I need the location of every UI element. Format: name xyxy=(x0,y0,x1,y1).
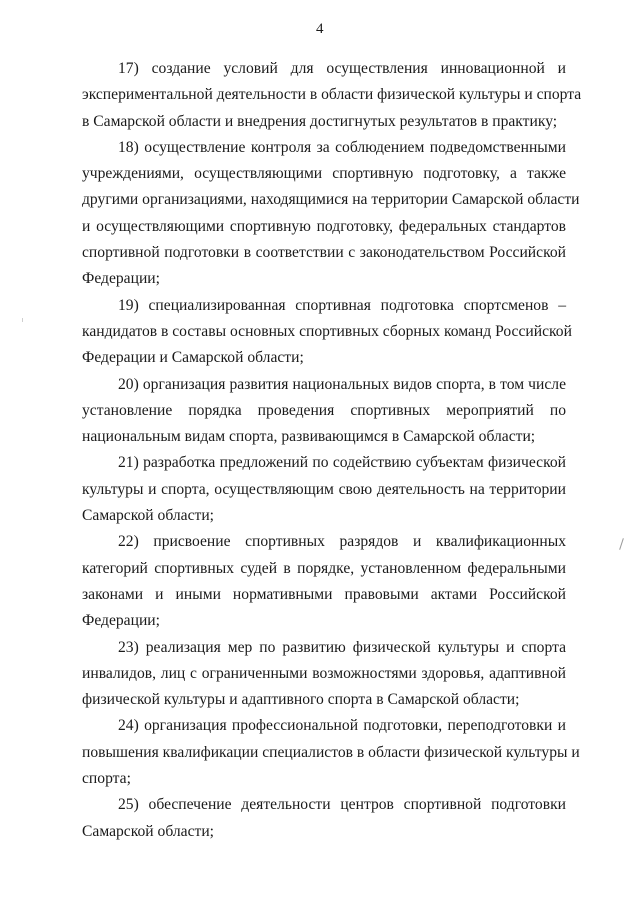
text-line: 19) специализированная спортивная подготовка спортсменов – xyxy=(118,296,566,314)
text-line: повышения квалификации специалистов в области физической культуры и xyxy=(82,743,580,761)
text-line: национальным видам спорта, развивающимся в Самарской области; xyxy=(82,428,536,446)
text-line: спортивной подготовки в соответствии с законодательством Российской xyxy=(82,244,566,262)
text-line: другими организациями, находящимися на территории Самарской области xyxy=(82,191,580,209)
text-line: 17) создание условий для осуществления инновационной и xyxy=(118,60,566,77)
list-item-19 xyxy=(82,293,572,372)
text-line: Федерации; xyxy=(82,270,160,288)
text-line: физической культуры и адаптивного спорта в Самарской области; xyxy=(82,691,520,709)
list-item-22 xyxy=(82,529,566,634)
text-line: спорта; xyxy=(82,770,131,788)
text-line: 24) организация профессиональной подготовки, переподготовки и xyxy=(118,717,566,735)
page-number: 4 xyxy=(316,21,324,37)
text-line: Федерации; xyxy=(82,612,160,630)
text-line: 18) осуществление контроля за соблюдением подведомственными xyxy=(118,138,566,156)
list-item-21 xyxy=(82,450,566,529)
text-line: 23) реализация мер по развитию физической культуры и спорта xyxy=(118,638,566,656)
text-line: 22) присвоение спортивных разрядов и квалификационных xyxy=(118,533,566,551)
text-line: Федерации и Самарской области; xyxy=(82,349,304,367)
list-item-25 xyxy=(82,792,566,845)
text-line: экспериментальной деятельности в области физической культуры и спорта xyxy=(82,86,582,104)
text-line: категорий спортивных судей в порядке, установленном федеральными xyxy=(82,559,566,577)
list-item-24 xyxy=(82,713,580,792)
list-item-18 xyxy=(82,135,580,293)
text-line: в Самарской области и внедрения достигнутых результатов в практику; xyxy=(82,112,558,130)
text-line: законами и иными нормативными правовыми актами Российской xyxy=(82,585,566,603)
list-item-17 xyxy=(82,56,582,135)
text-line: культуры и спорта, осуществляющим свою деятельность на территории xyxy=(82,480,566,498)
document-body xyxy=(82,56,582,845)
scan-speck xyxy=(22,318,23,322)
text-line: Самарской области; xyxy=(82,507,215,525)
margin-mark xyxy=(619,538,624,550)
text-line: 25) обеспечение деятельности центров спортивной подготовки xyxy=(118,796,566,814)
text-line: кандидатов в составы основных спортивных сборных команд Российской xyxy=(82,322,572,340)
text-line: Самарской области; xyxy=(82,822,215,840)
list-item-20 xyxy=(82,372,566,451)
text-line: установление порядка проведения спортивных мероприятий по xyxy=(82,401,566,419)
text-line: и осуществляющими спортивную подготовку, федеральных стандартов xyxy=(82,217,566,235)
text-line: 20) организация развития национальных видов спорта, в том числе xyxy=(118,375,566,393)
text-line: 21) разработка предложений по содействию субъектам физической xyxy=(118,454,566,472)
text-line: инвалидов, лиц с ограниченными возможностями здоровья, адаптивной xyxy=(82,664,566,682)
text-line: учреждениями, осуществляющими спортивную подготовку, а также xyxy=(82,165,566,183)
list-item-23 xyxy=(82,635,566,714)
